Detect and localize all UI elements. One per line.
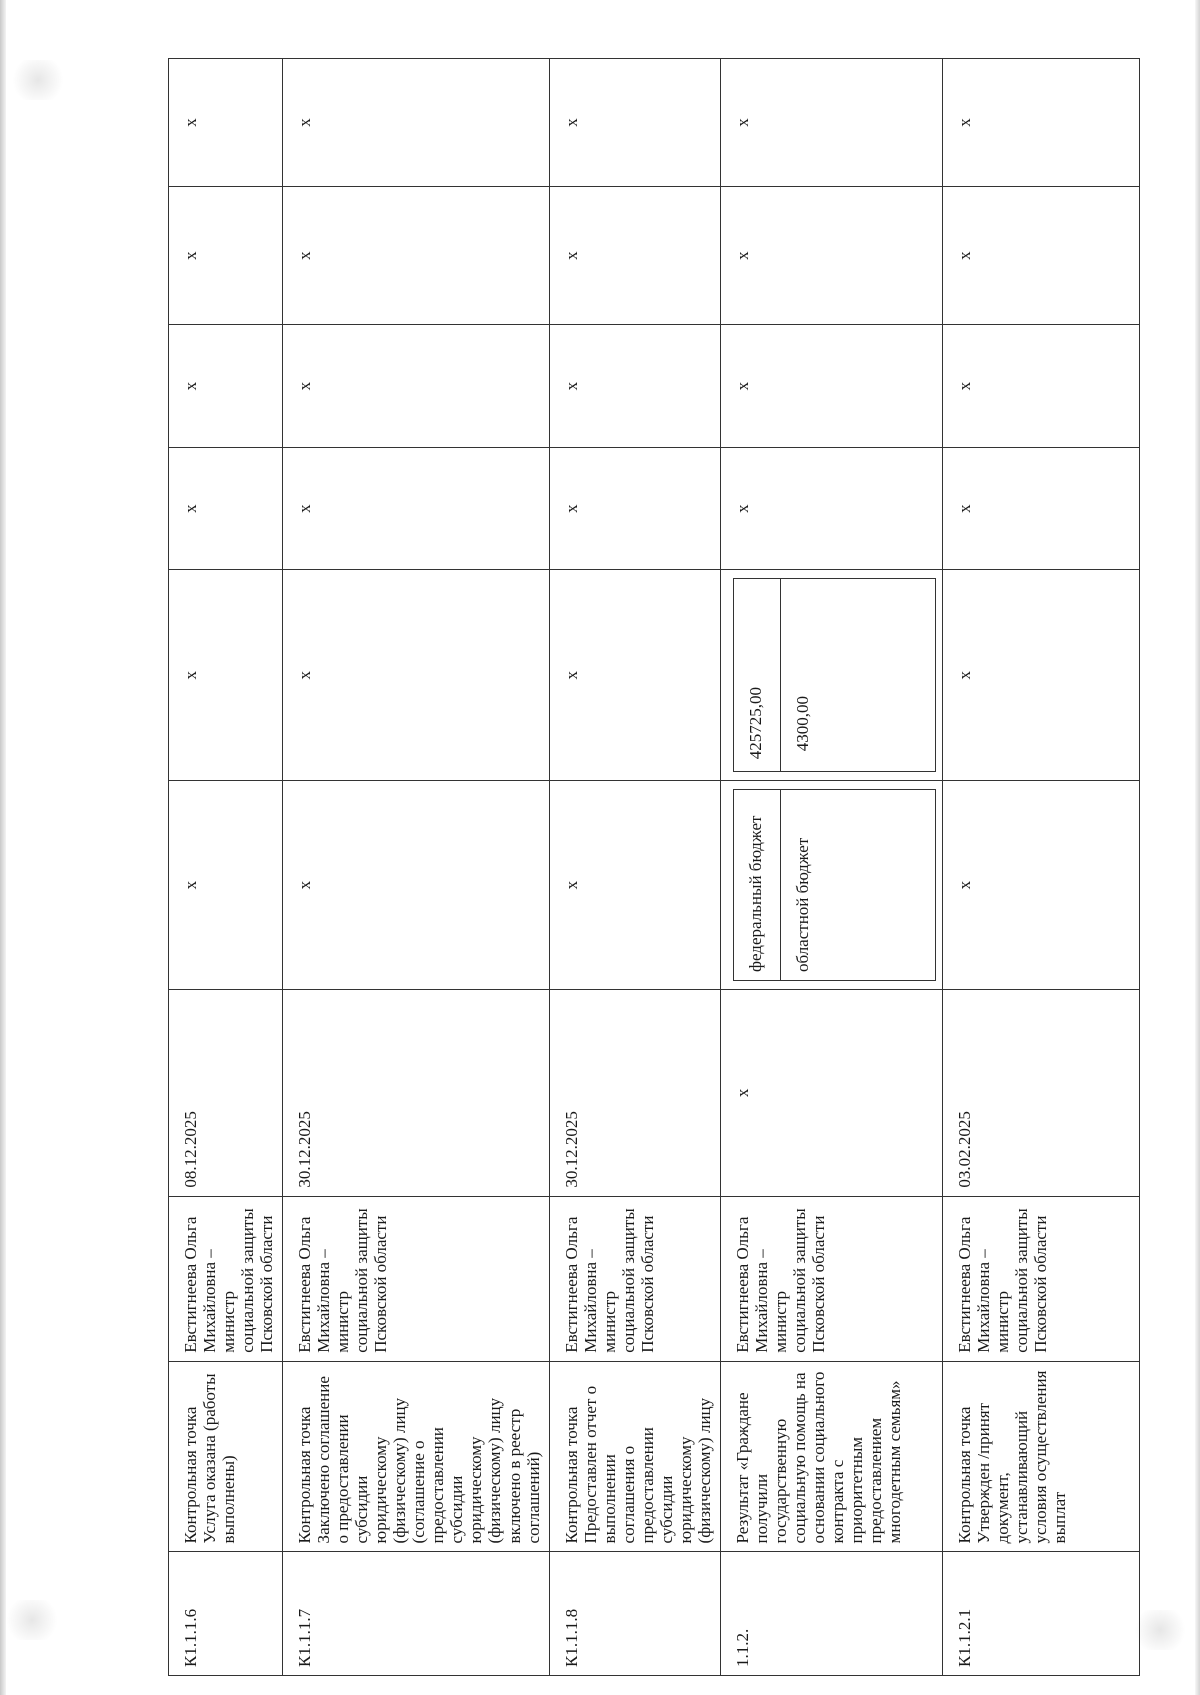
row-col10: х: [720, 59, 942, 187]
row-code: К1.1.2.1: [942, 1552, 1139, 1676]
row-col10: х: [942, 59, 1139, 187]
row-name: Контрольная точка Утвержден /принят документ, устанавливающий условия осуществления выплат: [942, 1361, 1139, 1552]
sources-subtable: [733, 789, 936, 981]
table-row: [942, 59, 1139, 1676]
row-col10: х: [169, 59, 283, 187]
row-name: Результат «Граждане получили государственную социальную помощь на основании социального контракта с приоритетным предоставлением многодетным семьям»: [720, 1361, 942, 1552]
source-name: областной бюджет: [780, 790, 935, 981]
row-date: 03.02.2025: [942, 990, 1139, 1197]
source-amount: 4300,00: [780, 579, 935, 772]
row-col7: х: [720, 447, 942, 570]
scan-left-edge: [0, 0, 6, 1695]
row-col7: х: [549, 447, 720, 570]
row-col9: х: [720, 186, 942, 324]
row-name: Контрольная точка Предоставлен отчет о выполнении соглашения о предоставлении субсидии юридическому (физическому) лицу: [549, 1361, 720, 1552]
row-code: К1.1.1.8: [549, 1552, 720, 1676]
scan-right-edge: [1195, 0, 1200, 1695]
amounts-subtable: [733, 578, 936, 772]
row-date: 30.12.2025: [283, 990, 549, 1197]
row-responsible: Евстигнеева Ольга Михайловна – министр социальной защиты Псковской области: [720, 1196, 942, 1361]
row-col9: х: [283, 186, 549, 324]
row-amount: х: [942, 570, 1139, 781]
row-col8: х: [720, 325, 942, 448]
row-source: х: [169, 781, 283, 990]
row-source: х: [942, 781, 1139, 990]
row-amount: х: [549, 570, 720, 781]
row-col8: х: [549, 325, 720, 448]
row-date: х: [720, 990, 942, 1197]
row-code: К1.1.1.7: [283, 1552, 549, 1676]
table-row: [283, 59, 549, 1676]
row-source: х: [283, 781, 549, 990]
source-name: федеральный бюджет: [733, 790, 780, 981]
row-responsible: Евстигнеева Ольга Михайловна – министр социальной защиты Псковской области: [283, 1196, 549, 1361]
table-row: [720, 59, 942, 1676]
row-responsible: Евстигнеева Ольга Михайловна – министр социальной защиты Псковской области: [169, 1196, 283, 1361]
row-date: 08.12.2025: [169, 990, 283, 1197]
amount-row: [780, 579, 935, 772]
row-amounts-cell: [720, 570, 942, 781]
row-code: К1.1.1.6: [169, 1552, 283, 1676]
row-col7: х: [169, 447, 283, 570]
row-col9: х: [169, 186, 283, 324]
row-col8: х: [169, 325, 283, 448]
scan-noise: [2, 1600, 62, 1640]
row-col9: х: [549, 186, 720, 324]
row-col10: х: [549, 59, 720, 187]
row-responsible: Евстигнеева Ольга Михайловна – министр социальной защиты Псковской области: [942, 1196, 1139, 1361]
row-name: Контрольная точка Заключено соглашение о предоставлении субсидии юридическому (физическому) лицу (соглашение о предоставлении субсидии юридическому (физическому) лицу включено в реестр соглашений): [283, 1361, 549, 1552]
source-row: [733, 790, 780, 981]
row-date: 30.12.2025: [549, 990, 720, 1197]
source-row: [780, 790, 935, 981]
row-col8: х: [942, 325, 1139, 448]
row-amount: х: [283, 570, 549, 781]
amount-row: [733, 579, 780, 772]
rotated-table-container: [168, 58, 1106, 1676]
table-row: [549, 59, 720, 1676]
row-amount: х: [169, 570, 283, 781]
source-amount: 425725,00: [733, 579, 780, 772]
row-col8: х: [283, 325, 549, 448]
row-col7: х: [283, 447, 549, 570]
row-col10: х: [283, 59, 549, 187]
table-row: [169, 59, 283, 1676]
row-code: 1.1.2.: [720, 1552, 942, 1676]
row-sources-cell: [720, 781, 942, 990]
row-source: х: [549, 781, 720, 990]
plan-table: [168, 58, 1140, 1676]
row-col9: х: [942, 186, 1139, 324]
scan-noise: [8, 60, 68, 100]
row-name: Контрольная точка Услуга оказана (работы выполнены): [169, 1361, 283, 1552]
row-responsible: Евстигнеева Ольга Михайловна – министр социальной защиты Псковской области: [549, 1196, 720, 1361]
row-col7: х: [942, 447, 1139, 570]
